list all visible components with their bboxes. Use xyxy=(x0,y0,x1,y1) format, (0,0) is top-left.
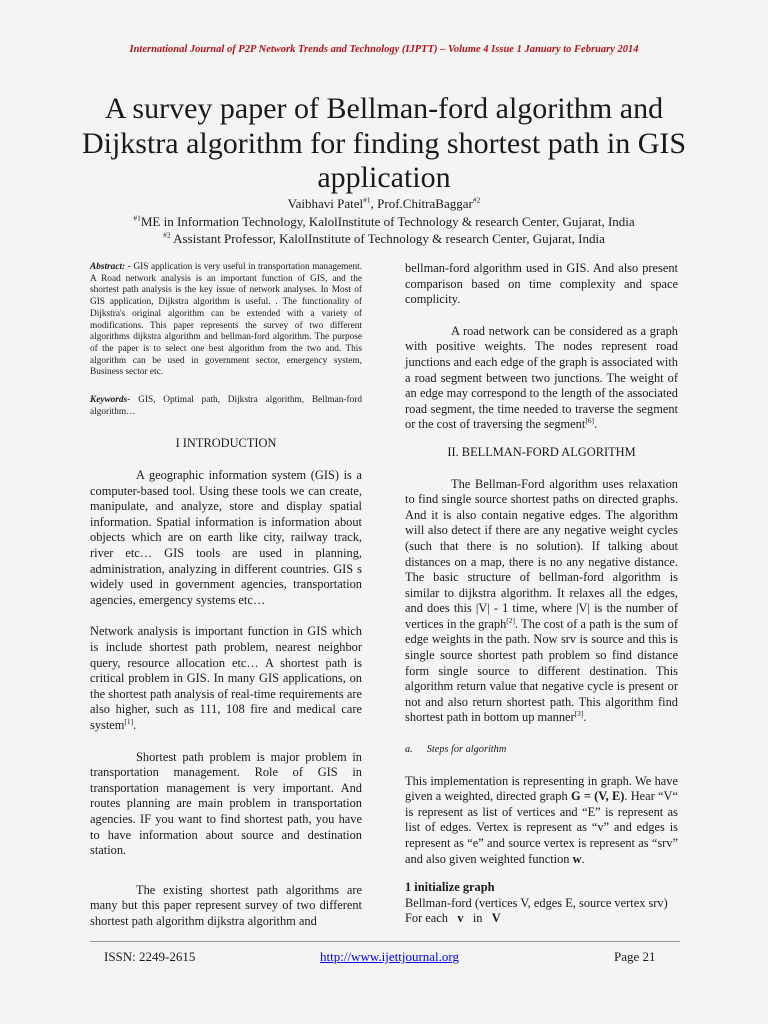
paper-title: A survey paper of Bellman-ford algorithm and Dijkstra algorithm for finding shortest path in GIS application xyxy=(81,92,687,194)
author-2: Prof.ChitraBaggar xyxy=(377,196,473,211)
author-2-sup: #2 xyxy=(472,195,481,205)
abstract xyxy=(90,262,362,379)
citation-3: [3] xyxy=(574,709,584,719)
author-1: Vaibhavi Patel xyxy=(287,196,364,211)
citation-2: [2] xyxy=(506,615,516,625)
pseudocode-v: v xyxy=(457,911,464,926)
subsection-heading xyxy=(405,742,678,758)
abstract-label: Abstract: - xyxy=(90,262,131,272)
pseudocode-for-each: For each xyxy=(405,911,449,926)
pseudocode-V: V xyxy=(491,911,501,926)
bellman-paragraph-1b: . The cost of a path is the sum of edge weights in the path. Now srv is source and this is single source shortest path problem so find distance form single source to different destination. This algorithm return value that negative cycle is present or not and also return shortest path. This algorithm find shortest path in bottom up manner xyxy=(405,616,678,725)
pseudocode-in: in xyxy=(472,911,483,926)
subsection-title: Steps for algorithm xyxy=(426,744,507,756)
step-1-label: 1 initialize graph xyxy=(405,880,495,895)
keywords-text: GIS, Optimal path, Dijkstra algorithm, Bellman-ford algorithm… xyxy=(90,395,363,417)
affiliation-2 xyxy=(0,231,768,247)
affiliation-2-sup: #2 xyxy=(163,230,171,240)
section-heading-bellman-ford: II. BELLMAN-FORD ALGORITHM xyxy=(447,444,636,459)
intro-paragraph-2-text: Network analysis is important function in GIS which is include shortest path problem, nearest neighbor query, resource allocation etc… A shortest path is critical problem in GIS. In many GIS applications, on the shortest path analysis of real-time requirements are also higher, such as 111, 108 fire and medical care system xyxy=(90,624,362,732)
author-1-sup: #1 xyxy=(363,195,371,205)
footer-journal-link[interactable]: http://www.ijettjournal.org xyxy=(320,949,460,964)
bellman-paragraph-2: This implementation is representing in graph. We have given a weighted, directed graph G = (V, E). Hear “V“ is represent as list of vertices and “E” is represent as list of edges. Vertex is represent as “v” and edges is represent as “e” and source vertex is represent as “srv” and also given weighted function w. xyxy=(405,773,678,866)
keywords xyxy=(90,395,362,418)
authors: Vaibhavi Patel$^{\#1}$, Prof.ChitraBaggar$^{\#2}$ xyxy=(287,195,481,211)
subsection-label: a. xyxy=(405,744,413,756)
citation-1: [1] xyxy=(124,716,134,726)
pseudocode-line-1: Bellman-ford (vertices V, edges E, source vertex srv) xyxy=(405,895,668,910)
intro-paragraph-1: A geographic information system (GIS) is a computer-based tool. Using these tools we can create, manipulate, and analyze, store and display spatial information. Spatial information is information about objects which are on earth like city, railway track, river etc… GIS tools are used in planning, administration, analyzing in different countries. GIS s widely used in government agencies, transportation agencies, emergency systems etc… xyxy=(90,468,362,607)
affiliation-1-sup: #1 xyxy=(133,213,141,223)
graph-notation: G = (V, E) xyxy=(570,789,625,804)
bellman-paragraph-1a: The Bellman-Ford algorithm uses relaxation to find single source shortest paths on directed graphs. And it is also contain negative edges. The algorithm will also detect if there are any negative weight cycles (such that there is no solution). If talking about distances on a map, there is no any negative distance. The basic structure of bellman-ford algorithm is similar to dijkstra algorithm. It relaxes all the edges, and does this |V| - 1 time, where |V| is the number of vertices in the graph xyxy=(405,476,678,631)
footer-divider xyxy=(90,941,680,942)
keywords-label: Keywords- xyxy=(90,395,131,406)
intro-paragraph-5: bellman-ford algorithm used in GIS. And also present comparison based on time complexity and space complicity. xyxy=(405,261,678,307)
intro-paragraph-4: The existing shortest path algorithms are many but this paper represent survey of two different shortest path algorithm dijkstra algorithm and xyxy=(90,882,362,928)
right-column xyxy=(405,261,678,927)
citation-6: [6] xyxy=(585,416,595,426)
affiliation-1 xyxy=(0,214,768,230)
journal-header: International Journal of P2P Network Trends and Technology (IJPTT) – Volume 4 Issue 1 January to February 2014 xyxy=(129,44,639,55)
bellman-paragraph-2b: . Hear “V“ is represent as list of vertices and “E” is represent as list of edges. Vertex is represent as “v” and edges is represent as “e” and source vertex is represent as “srv” and also given weighted function xyxy=(405,789,678,866)
affiliation-2-text: Assistant Professor, KalolInstitute of Technology & research Center, Gujarat, India xyxy=(173,231,605,246)
intro-paragraph-3: Shortest path problem is major problem in transportation management. Role of GIS in transportation management is very important. And routes planning are main problem in transportation agencies. IF you want to find shortest path, you have to have information about source and destination station. xyxy=(90,749,362,858)
footer-issn: ISSN: 2249-2615 xyxy=(104,949,196,964)
footer-page-number: Page 21 xyxy=(614,949,656,964)
affiliation-1-text: ME in Information Technology, KalolInstitute of Technology & research Center, Gujarat, India xyxy=(140,214,635,229)
section-heading-introduction: I INTRODUCTION xyxy=(175,436,277,451)
intro-paragraph-6: A road network can be considered as a graph with positive weights. The nodes represent road junctions and each edge of the graph is associated with a road segment between two junctions. The weight of an edge may correspond to the length of the associated road segment, the time needed to traverse the segment or the cost of traversing the segment[6]. xyxy=(405,323,678,432)
step-1-heading xyxy=(405,880,678,896)
bellman-paragraph-1: The Bellman-Ford algorithm uses relaxation to find single source shortest paths on directed graphs. And it is also contain negative edges. The algorithm will also detect if there are any negative weight cycles (such that there is no solution). If talking about distances on a map, there is no any negative distance. The basic structure of bellman-ford algorithm is similar to dijkstra algorithm. It relaxes all the edges, and does this |V| - 1 time, where |V| is the number of vertices in the graph[2]. The cost of a path is the sum of edge weights in the path. Now srv is source and this is single source shortest path problem so find distance form single source to different destination. This algorithm return value that negative cycle is present or not and also return shortest path. This algorithm find shortest path in bottom up manner[3]. xyxy=(405,476,678,725)
intro-paragraph-6-text: A road network can be considered as a graph with positive weights. The nodes represent road junctions and each edge of the graph is associated with a road segment between two junctions. The weight of an edge may correspond to the length of the associated road segment, the time needed to traverse the segment or the cost of traversing the segment xyxy=(405,323,678,432)
bellman-paragraph-2a: This implementation is representing in graph. We have given a weighted, directed graph xyxy=(405,773,678,804)
left-column xyxy=(90,262,362,929)
pseudocode-line-2 xyxy=(405,911,678,927)
abstract-text: GIS application is very useful in transportation management. A Road network analysis is an important function of GIS, and the shortest path analysis is the key issue of network analyses. In Most of GIS application, Dijkstra algorithm is useful. . The functionality of Dijkstra's original algorithm can be extended with a variety of modifications. This paper represents the survey of two different algorithms dijkstra algorithm and bellman-ford algorithm. The purpose of the paper is to select one best algorithm from the two and. This algorithm can be used in government sector, emergency system, Business sector etc. xyxy=(90,262,363,378)
intro-paragraph-2: Network analysis is important function in GIS which is include shortest path problem, nearest neighbor query, resource allocation etc… A shortest path is critical problem in GIS. In many GIS applications, on the shortest path analysis of real-time requirements are also higher, such as 111, 108 fire and medical care system[1]. xyxy=(90,624,362,732)
weight-function: w xyxy=(572,851,582,866)
